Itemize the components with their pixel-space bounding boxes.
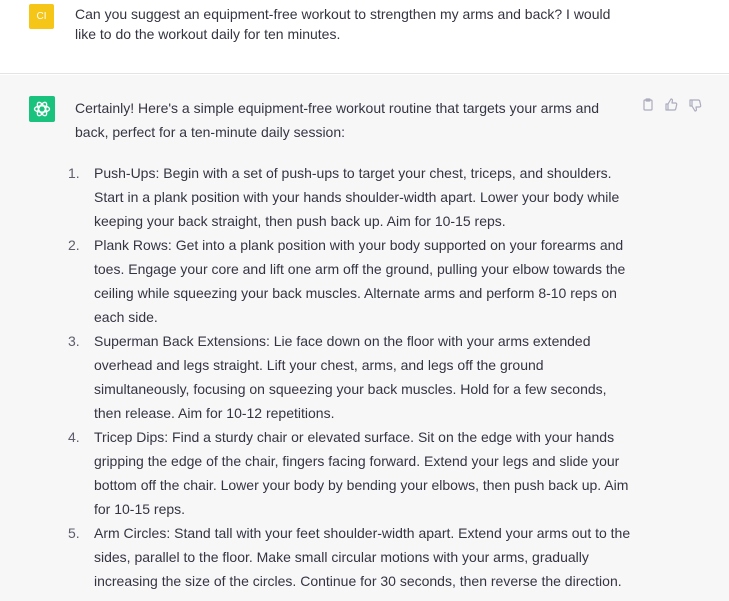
step-number: 1.	[68, 165, 80, 181]
message-actions	[640, 97, 710, 115]
step-text: Push-Ups: Begin with a set of push-ups to target your chest, triceps, and shoulders. Start in a plank position with your hands shoulder-width apart. Lower your body while keeping your back straight, then push back up. Aim for 10-15 reps.	[94, 165, 620, 229]
step-text: Plank Rows: Get into a plank position with your body supported on your forearms and toes. Engage your core and lift one arm off the ground, pulling your elbow towards the ceiling while squeezing your back muscles. Alternate arms and perform 8-10 reps on each side.	[94, 237, 626, 325]
step-number: 2.	[68, 237, 80, 253]
assistant-message-row	[0, 75, 729, 601]
list-item	[68, 161, 633, 233]
user-message-text: Can you suggest an equipment-free workout to strengthen my arms and back? I would like to do the workout daily for ten minutes.	[75, 6, 611, 42]
openai-logo-icon	[29, 96, 55, 122]
step-number: 4.	[68, 429, 80, 445]
user-avatar: CI	[29, 4, 54, 29]
list-item	[68, 521, 633, 593]
copy-icon[interactable]	[640, 97, 656, 113]
thumbs-down-icon[interactable]	[687, 97, 703, 113]
step-text: Arm Circles: Stand tall with your feet shoulder-width apart. Extend your arms out to the sides, parallel to the floor. Make small circular motions with your arms, gradually increasing the size of the circles. Continue for 30 seconds, then reverse the direction.	[94, 525, 631, 589]
step-number: 3.	[68, 333, 80, 349]
list-item	[68, 329, 633, 425]
workout-steps-list	[68, 161, 633, 593]
user-message-row	[0, 0, 729, 74]
step-text: Tricep Dips: Find a sturdy chair or elevated surface. Sit on the edge with your hands gripping the edge of the chair, fingers facing forward. Extend your legs and slide your bottom off the chair. Lower your body by bending your elbows, then push back up. Aim for 10-15 reps.	[94, 429, 629, 517]
step-number: 5.	[68, 525, 80, 541]
thumbs-up-icon[interactable]	[663, 97, 679, 113]
step-text: Superman Back Extensions: Lie face down on the floor with your arms extended overhead and legs straight. Lift your chest, arms, and legs off the ground simultaneously, focusing on squeezing your back muscles. Hold for a few seconds, then release. Aim for 10-12 repetitions.	[94, 333, 607, 421]
list-item	[68, 233, 633, 329]
list-item	[68, 425, 633, 521]
assistant-intro-text: Certainly! Here's a simple equipment-free workout routine that targets your arms and back, perfect for a ten-minute daily session:	[75, 100, 600, 140]
